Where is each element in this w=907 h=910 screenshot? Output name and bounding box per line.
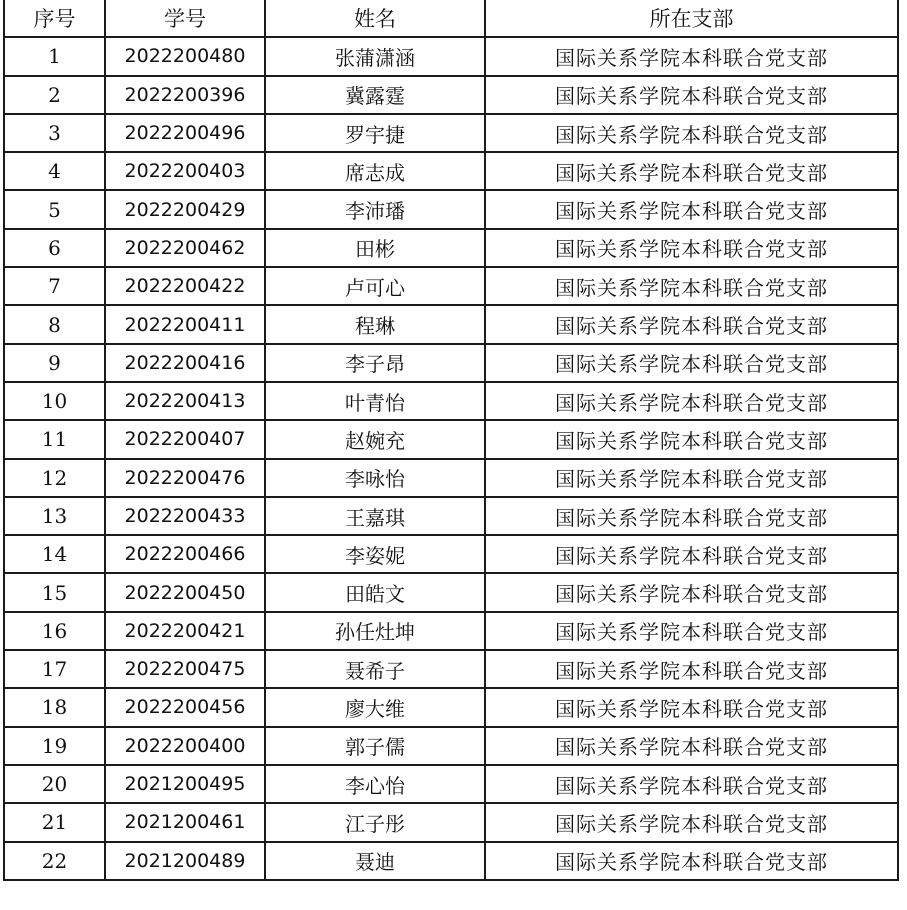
branch-cell: 国际关系学院本科联合党支部 bbox=[485, 382, 898, 420]
seq-cell: 10 bbox=[4, 382, 105, 420]
table-row bbox=[4, 459, 898, 497]
student-id-cell: 2022200480 bbox=[105, 37, 265, 75]
name-cell: 聂迪 bbox=[265, 842, 485, 880]
seq-cell: 15 bbox=[4, 573, 105, 611]
branch-cell: 国际关系学院本科联合党支部 bbox=[485, 573, 898, 611]
branch-cell: 国际关系学院本科联合党支部 bbox=[485, 688, 898, 726]
seq-cell: 2 bbox=[4, 76, 105, 114]
seq-cell: 18 bbox=[4, 688, 105, 726]
table-row bbox=[4, 420, 898, 458]
name-cell: 席志成 bbox=[265, 152, 485, 190]
student-id-cell: 2021200495 bbox=[105, 765, 265, 803]
name-cell: 李心怡 bbox=[265, 765, 485, 803]
branch-cell: 国际关系学院本科联合党支部 bbox=[485, 305, 898, 343]
student-id-cell: 2022200450 bbox=[105, 573, 265, 611]
name-cell: 江子彤 bbox=[265, 803, 485, 841]
branch-cell: 国际关系学院本科联合党支部 bbox=[485, 229, 898, 267]
branch-cell: 国际关系学院本科联合党支部 bbox=[485, 765, 898, 803]
name-cell: 李姿妮 bbox=[265, 535, 485, 573]
header-seq: 序号 bbox=[4, 0, 105, 37]
student-id-cell: 2022200411 bbox=[105, 305, 265, 343]
seq-cell: 4 bbox=[4, 152, 105, 190]
seq-cell: 19 bbox=[4, 727, 105, 765]
branch-cell: 国际关系学院本科联合党支部 bbox=[485, 459, 898, 497]
branch-cell: 国际关系学院本科联合党支部 bbox=[485, 37, 898, 75]
name-cell: 李沛璠 bbox=[265, 190, 485, 228]
seq-cell: 21 bbox=[4, 803, 105, 841]
table-row bbox=[4, 229, 898, 267]
table-row bbox=[4, 267, 898, 305]
name-cell: 孙任灶坤 bbox=[265, 612, 485, 650]
student-id-cell: 2022200466 bbox=[105, 535, 265, 573]
table-row bbox=[4, 344, 898, 382]
seq-cell: 11 bbox=[4, 420, 105, 458]
seq-cell: 5 bbox=[4, 190, 105, 228]
table-row bbox=[4, 803, 898, 841]
student-id-cell: 2021200461 bbox=[105, 803, 265, 841]
seq-cell: 3 bbox=[4, 114, 105, 152]
header-name: 姓名 bbox=[265, 0, 485, 37]
student-id-cell: 2022200403 bbox=[105, 152, 265, 190]
student-id-cell: 2022200456 bbox=[105, 688, 265, 726]
table-row bbox=[4, 497, 898, 535]
name-cell: 冀露霆 bbox=[265, 76, 485, 114]
branch-cell: 国际关系学院本科联合党支部 bbox=[485, 803, 898, 841]
table-row bbox=[4, 37, 898, 75]
branch-cell: 国际关系学院本科联合党支部 bbox=[485, 842, 898, 880]
student-id-cell: 2022200496 bbox=[105, 114, 265, 152]
branch-cell: 国际关系学院本科联合党支部 bbox=[485, 190, 898, 228]
seq-cell: 12 bbox=[4, 459, 105, 497]
seq-cell: 8 bbox=[4, 305, 105, 343]
name-cell: 田皓文 bbox=[265, 573, 485, 611]
name-cell: 王嘉琪 bbox=[265, 497, 485, 535]
student-id-cell: 2022200396 bbox=[105, 76, 265, 114]
branch-cell: 国际关系学院本科联合党支部 bbox=[485, 114, 898, 152]
name-cell: 聂希子 bbox=[265, 650, 485, 688]
table-row bbox=[4, 765, 898, 803]
student-id-cell: 2022200416 bbox=[105, 344, 265, 382]
student-id-cell: 2022200400 bbox=[105, 727, 265, 765]
table-row bbox=[4, 305, 898, 343]
seq-cell: 6 bbox=[4, 229, 105, 267]
table-row bbox=[4, 114, 898, 152]
name-cell: 廖大维 bbox=[265, 688, 485, 726]
name-cell: 田彬 bbox=[265, 229, 485, 267]
student-id-cell: 2022200413 bbox=[105, 382, 265, 420]
student-id-cell: 2022200475 bbox=[105, 650, 265, 688]
student-id-cell: 2022200407 bbox=[105, 420, 265, 458]
student-id-cell: 2022200429 bbox=[105, 190, 265, 228]
seq-cell: 14 bbox=[4, 535, 105, 573]
table-row bbox=[4, 152, 898, 190]
name-cell: 郭子儒 bbox=[265, 727, 485, 765]
table-row bbox=[4, 612, 898, 650]
branch-cell: 国际关系学院本科联合党支部 bbox=[485, 267, 898, 305]
seq-cell: 22 bbox=[4, 842, 105, 880]
branch-cell: 国际关系学院本科联合党支部 bbox=[485, 497, 898, 535]
branch-cell: 国际关系学院本科联合党支部 bbox=[485, 344, 898, 382]
name-cell: 卢可心 bbox=[265, 267, 485, 305]
name-cell: 叶青怡 bbox=[265, 382, 485, 420]
seq-cell: 16 bbox=[4, 612, 105, 650]
seq-cell: 9 bbox=[4, 344, 105, 382]
name-cell: 张蒲潇涵 bbox=[265, 37, 485, 75]
table-row bbox=[4, 688, 898, 726]
branch-cell: 国际关系学院本科联合党支部 bbox=[485, 535, 898, 573]
branch-cell: 国际关系学院本科联合党支部 bbox=[485, 650, 898, 688]
student-id-cell: 2022200476 bbox=[105, 459, 265, 497]
branch-cell: 国际关系学院本科联合党支部 bbox=[485, 76, 898, 114]
branch-cell: 国际关系学院本科联合党支部 bbox=[485, 420, 898, 458]
table-row bbox=[4, 573, 898, 611]
table-row bbox=[4, 842, 898, 880]
branch-cell: 国际关系学院本科联合党支部 bbox=[485, 152, 898, 190]
table-row bbox=[4, 535, 898, 573]
branch-cell: 国际关系学院本科联合党支部 bbox=[485, 727, 898, 765]
table-row bbox=[4, 382, 898, 420]
header-branch: 所在支部 bbox=[485, 0, 898, 37]
student-id-cell: 2022200421 bbox=[105, 612, 265, 650]
seq-cell: 13 bbox=[4, 497, 105, 535]
name-cell: 程琳 bbox=[265, 305, 485, 343]
name-cell: 李子昂 bbox=[265, 344, 485, 382]
seq-cell: 17 bbox=[4, 650, 105, 688]
member-table bbox=[3, 0, 899, 881]
header-student-id: 学号 bbox=[105, 0, 265, 37]
table-header-row bbox=[4, 0, 898, 37]
table-row bbox=[4, 190, 898, 228]
name-cell: 赵婉充 bbox=[265, 420, 485, 458]
branch-cell: 国际关系学院本科联合党支部 bbox=[485, 612, 898, 650]
seq-cell: 20 bbox=[4, 765, 105, 803]
table-row bbox=[4, 727, 898, 765]
student-id-cell: 2021200489 bbox=[105, 842, 265, 880]
name-cell: 李咏怡 bbox=[265, 459, 485, 497]
seq-cell: 7 bbox=[4, 267, 105, 305]
seq-cell: 1 bbox=[4, 37, 105, 75]
table-row bbox=[4, 76, 898, 114]
table-row bbox=[4, 650, 898, 688]
student-id-cell: 2022200422 bbox=[105, 267, 265, 305]
student-id-cell: 2022200433 bbox=[105, 497, 265, 535]
name-cell: 罗宇捷 bbox=[265, 114, 485, 152]
student-id-cell: 2022200462 bbox=[105, 229, 265, 267]
